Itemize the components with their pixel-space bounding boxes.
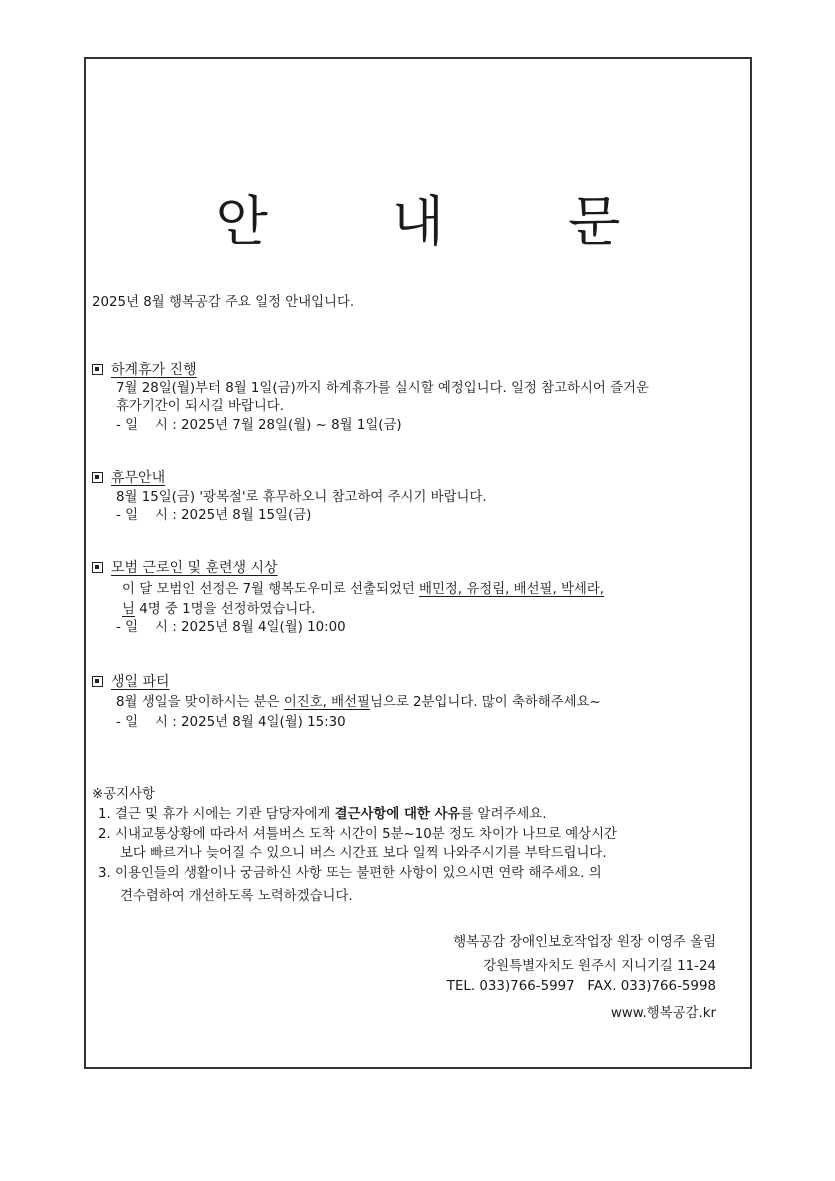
- section-heading-award: 모범 근로인 및 훈련생 시상: [92, 557, 278, 577]
- notice-item: 2. 시내교통상황에 따라서 셔틀버스 도착 시간이 5분~10분 정도 차이가 나므로 예상시간: [98, 827, 617, 842]
- section-heading-vacation: 하계휴가 진행: [92, 359, 197, 379]
- website: www.행복공감.kr: [610, 1006, 716, 1021]
- notice-heading: ※공지사항: [92, 787, 155, 802]
- section-text: 이 달 모범인 선정은 7월 행복도우미로 선출되었던 배민정, 유정림, 배선필, 박세라,: [122, 582, 605, 597]
- square-bullet-icon: [92, 472, 103, 483]
- page-title: [86, 179, 750, 256]
- title-char: 안: [215, 190, 268, 253]
- square-bullet-icon: [92, 676, 103, 687]
- document-frame: [84, 57, 752, 1069]
- schedule-line: - 일 시 : 2025년 7월 28일(월) ~ 8월 1일(금): [116, 418, 402, 433]
- section-heading-holiday: 휴무안내: [92, 467, 165, 487]
- square-bullet-icon: [92, 364, 103, 375]
- section-text: 8월 생일을 맞이하시는 분은 이진호, 배선필님으로 2분입니다. 많이 축하해주세요~: [116, 695, 601, 710]
- schedule-line: - 일 시 : 2025년 8월 15일(금): [116, 508, 312, 523]
- notice-item: 3. 이용인들의 생활이나 궁금하신 사항 또는 불편한 사항이 있으시면 연락 해주세요. 의: [98, 866, 602, 881]
- section-text: 7월 28일(월)부터 8월 1일(금)까지 하계휴가를 실시할 예정입니다. 일정 참고하시어 즐거운: [116, 381, 649, 396]
- signature: 행복공감 장애인보호작업장 원장 이영주 올림: [453, 935, 716, 950]
- schedule-line: - 일 시 : 2025년 8월 4일(월) 15:30: [116, 715, 346, 730]
- notice-item-continued: 견수렴하여 개선하도록 노력하겠습니다.: [120, 889, 353, 904]
- address: 강원특별자치도 원주시 지니기길 11-24: [483, 959, 716, 974]
- notice-item: 1. 결근 및 휴가 시에는 기관 담당자에게 결근사항에 대한 사유를 알려주세요.: [98, 807, 547, 822]
- square-bullet-icon: [92, 562, 103, 573]
- section-text: 휴가기간이 되시길 바랍니다.: [116, 399, 284, 414]
- title-char: 문: [568, 190, 621, 253]
- notice-item-continued: 보다 빠르거나 늦어질 수 있으니 버스 시간표 보다 일찍 나와주시기를 부탁드립니다.: [120, 846, 607, 861]
- section-text: 8월 15일(금) '광복절'로 휴무하오니 참고하여 주시기 바랍니다.: [116, 490, 487, 505]
- intro-text: 2025년 8월 행복공감 주요 일정 안내입니다.: [92, 295, 355, 310]
- title-char: 내: [391, 190, 445, 253]
- contact: TEL. 033)766-5997 FAX. 033)766-5998: [446, 979, 716, 994]
- section-heading-birthday: 생일 파티: [92, 671, 170, 691]
- schedule-line: - 일 시 : 2025년 8월 4일(월) 10:00: [116, 620, 346, 635]
- section-text: 님 4명 중 1명을 선정하였습니다.: [122, 602, 316, 617]
